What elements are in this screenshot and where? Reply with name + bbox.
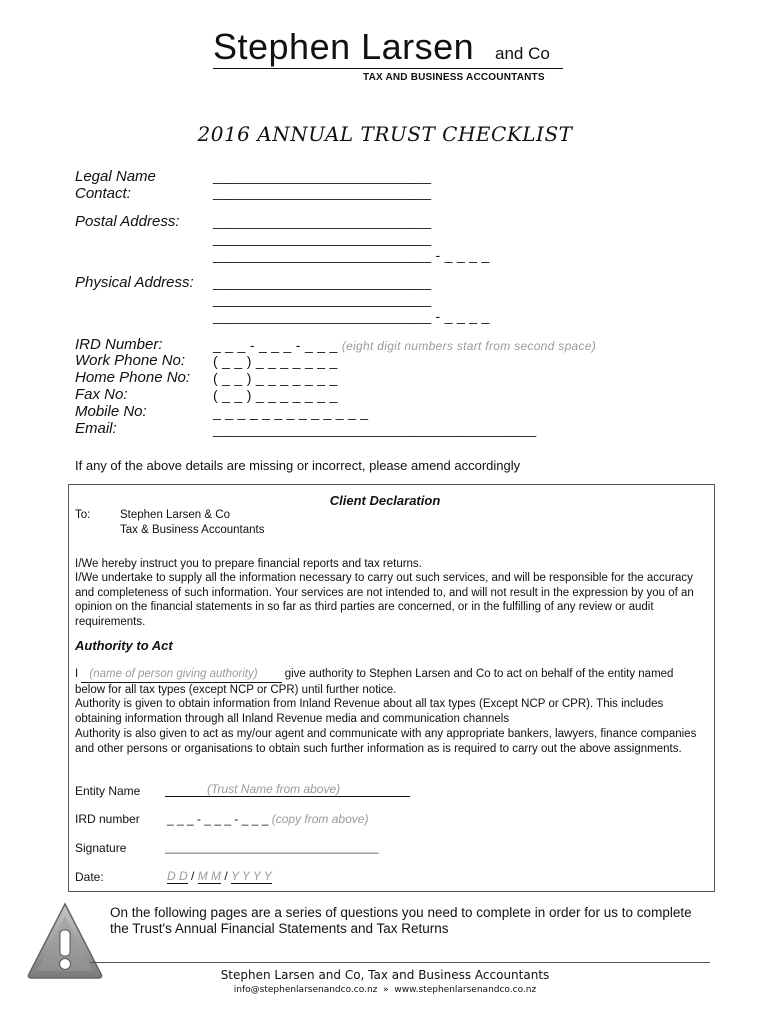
physical-address-field-1[interactable]: ___________________________ bbox=[213, 274, 432, 290]
amend-note: If any of the above details are missing or incorrect, please amend accordingly bbox=[75, 458, 521, 473]
ird-number-field[interactable] bbox=[213, 337, 596, 353]
entity-name-field[interactable] bbox=[165, 782, 410, 797]
ird-number-auth-blank: _ _ _ - _ _ _ - _ _ _ bbox=[167, 812, 269, 826]
date-sep-2: / bbox=[224, 869, 228, 883]
declaration-para-1: I/We hereby instruct you to prepare financial reports and tax returns. bbox=[75, 558, 422, 570]
physical-address-field-2[interactable]: ___________________________ bbox=[213, 291, 432, 307]
fax-field[interactable]: ( _ _ ) _ _ _ _ _ _ _ bbox=[213, 387, 338, 403]
physical-address-field-3[interactable]: ___________________________ - _ _ _ _ bbox=[213, 308, 490, 324]
date-sep-1: / bbox=[191, 869, 195, 883]
company-name: Stephen Larsen bbox=[213, 26, 475, 67]
postal-address-field-3[interactable]: ___________________________ - _ _ _ _ bbox=[213, 247, 490, 263]
email-field[interactable]: ________________________________________ bbox=[213, 421, 537, 437]
to-label: To: bbox=[75, 509, 91, 521]
authorizer-name-field[interactable] bbox=[81, 667, 281, 683]
footer-divider bbox=[90, 962, 710, 963]
home-phone-field[interactable]: ( _ _ ) _ _ _ _ _ _ _ bbox=[213, 370, 338, 386]
email-label: Email: bbox=[75, 420, 117, 437]
authority-para-2: Authority is given to obtain information from Inland Revenue about all tax types (Except NCP or CPR). This includes obtaining information through all Inland Revenue media and communication channels bbox=[75, 698, 664, 725]
declaration-para-2: I/We undertake to supply all the information necessary to carry out such services, and will be responsible for the accuracy and completeness of such information. Your services are not intended to, and will not result in the expression by you of an opinion on the financial statements in so far as third parties are concerned, or in the fulfilling of any review or audit requirements. bbox=[75, 572, 694, 628]
footer-website[interactable]: www.stephenlarsenandco.co.nz bbox=[394, 985, 537, 995]
mobile-field[interactable]: _ _ _ _ _ _ _ _ _ _ _ _ _ bbox=[213, 404, 369, 420]
declaration-title: Client Declaration bbox=[329, 493, 441, 508]
mobile-label: Mobile No: bbox=[75, 403, 147, 420]
to-line-2: Tax & Business Accountants bbox=[120, 524, 265, 536]
ird-number-auth-label: IRD number bbox=[75, 812, 140, 826]
date-month: M M bbox=[197, 869, 222, 883]
company-tagline: TAX AND BUSINESS ACCOUNTANTS bbox=[363, 72, 545, 83]
footer-separator: » bbox=[383, 985, 389, 995]
legal-name-field[interactable]: ___________________________ bbox=[213, 168, 432, 184]
header-divider bbox=[213, 68, 563, 69]
footer-company: Stephen Larsen and Co, Tax and Business Accountants bbox=[220, 968, 550, 982]
contact-label: Contact: bbox=[75, 185, 131, 202]
date-field[interactable] bbox=[167, 869, 272, 884]
i-prefix: I bbox=[75, 668, 79, 680]
date-label: Date: bbox=[75, 870, 104, 884]
signature-label: Signature bbox=[75, 841, 127, 855]
to-line-1: Stephen Larsen & Co bbox=[120, 509, 230, 521]
authority-para-1-text: give authority to Stephen Larsen and Co to act on behalf of the entity named below for all tax types (except NCP or CPR) until further notice. bbox=[75, 668, 674, 696]
next-pages-notice: On the following pages are a series of questions you need to complete in order for us to complete the Trust's Annual Financial Statements and Tax Returns bbox=[110, 905, 692, 936]
footer-contact bbox=[0, 985, 770, 995]
postal-address-field-1[interactable]: ___________________________ bbox=[213, 213, 432, 229]
authority-para-1 bbox=[75, 667, 705, 697]
ird-number-auth-hint: (copy from above) bbox=[271, 812, 369, 826]
ird-number-label: IRD Number: bbox=[75, 336, 163, 353]
signature-field[interactable]: ________________________________ bbox=[165, 840, 379, 854]
ird-number-blank: _ _ _ - _ _ _ - _ _ _ bbox=[213, 337, 338, 353]
ird-number-auth-field[interactable] bbox=[167, 812, 368, 826]
footer-email[interactable]: info@stephenlarsenandco.co.nz bbox=[233, 985, 378, 995]
authority-para-3: Authority is also given to act as my/our agent and communicate with any appropriate bankers, lawyers, finance companies and other persons or organisations to obtain such further information as is required to carry out the above assignments. bbox=[75, 728, 697, 755]
company-suffix: and Co bbox=[495, 44, 550, 63]
page-title: 2016 ANNUAL TRUST CHECKLIST bbox=[197, 122, 573, 146]
postal-address-field-2[interactable]: ___________________________ bbox=[213, 230, 432, 246]
contact-field[interactable]: ___________________________ bbox=[213, 184, 432, 200]
home-phone-label: Home Phone No: bbox=[75, 369, 191, 386]
fax-label: Fax No: bbox=[75, 386, 128, 403]
date-year: Y Y Y Y bbox=[231, 869, 272, 883]
ird-number-hint: (eight digit numbers start from second space) bbox=[341, 339, 597, 353]
postal-address-label: Postal Address: bbox=[75, 213, 180, 230]
authority-title: Authority to Act bbox=[75, 638, 173, 653]
authorizer-name-hint: (name of person giving authority) bbox=[89, 668, 258, 680]
date-day: D D bbox=[167, 869, 188, 883]
entity-name-hint: (Trust Name from above) bbox=[207, 782, 341, 796]
legal-name-label: Legal Name bbox=[75, 168, 156, 185]
work-phone-label: Work Phone No: bbox=[75, 352, 186, 369]
physical-address-label: Physical Address: bbox=[75, 274, 194, 291]
entity-name-label: Entity Name bbox=[75, 784, 141, 798]
work-phone-field[interactable]: ( _ _ ) _ _ _ _ _ _ _ bbox=[213, 353, 338, 369]
